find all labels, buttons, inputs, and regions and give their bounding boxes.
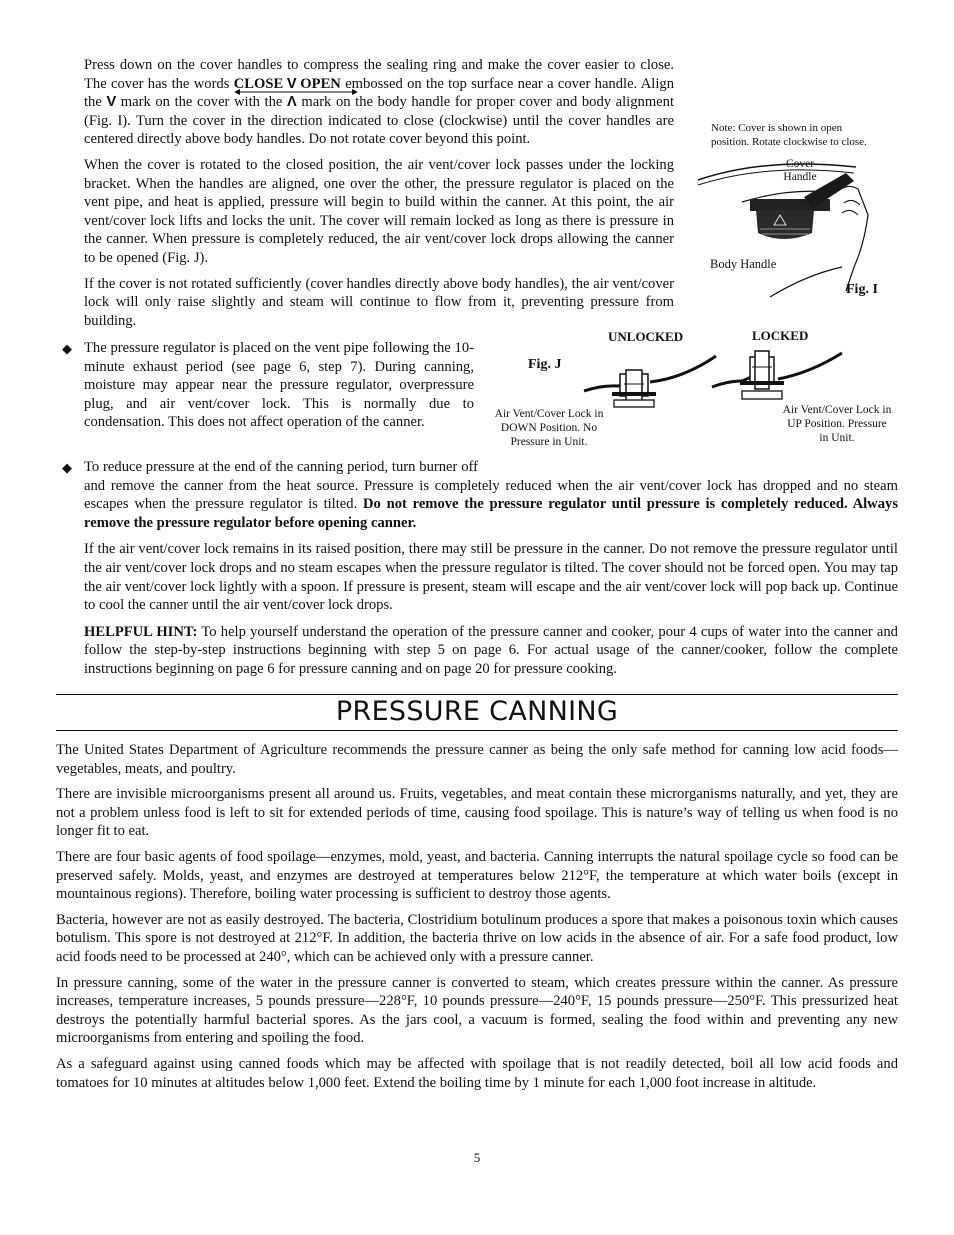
- helpful-hint-paragraph: HELPFUL HINT: To help yourself understand the operation of the pressure canner and cooker, pour 4 cups of water into the canner and follow the step-by-step instructions beginning with step 5 on page 6. For actual usage of the canner/cooker, follow the complete instructions beginning on page 6 for pressure canning and on page 20 for pressure cooking.: [84, 623, 898, 677]
- pressure-canning-body: [56, 741, 898, 1092]
- intro-paragraph-1: Press down on the cover handles to compress the sealing ring and make the cover easier to close. The cover has the words CLOSE V OPEN embossed on the top surface near a cover handle. Align the V mark on the cover with the Λ mark on the body handle for proper cover and body alignment (Fig. I). Turn the cover in the direction indicated to close (clockwise) until the cover handles are centered directly above body handles. Do not rotate cover beyond this point.: [84, 57, 674, 148]
- intro-paragraph-2: When the cover is rotated to the closed position, the air vent/cover lock passes under the locking bracket. When the handles are aligned, one over the other, the pressure regulator is placed on the vent pipe, and heat is applied, pressure will begin to build within the canner. At this point, the air vent/cover lock lifts and locks the unit. The cover will remain locked as long as there is pressure in the canner. When pressure is completely reduced, the air vent/cover lock drops allowing the canner to be opened (Fig. J).: [84, 156, 674, 266]
- canning-paragraph-6: As a safeguard against using canned foods which may be affected with spoilage that is not readily detected, boil all low acid foods and tomatoes for 10 minutes at altitudes below 1,000 feet. Extend the boiling time by 1 minute for each 1,000 foot increase in altitude.: [56, 1055, 898, 1091]
- fig-j-unlocked-title: UNLOCKED: [608, 329, 684, 344]
- double-arrow-icon: [234, 88, 358, 96]
- fig-j-locked-caption: Air Vent/Cover Lock in UP Position. Pressure in Unit.: [782, 404, 892, 444]
- raised-lock-paragraph: If the air vent/cover lock remains in its raised position, there may still be pressure in the canner. Do not remove the pressure regulator until the air vent/cover lock drops and no steam escapes when the pressure regulator is tilted. The cover should not be forced open. You may tap the air vent/cover lock lightly with a spoon. If pressure is present, steam will escape and the air vent/cover lock will pop back up. Continue to cool the canner until the air vent/cover lock drops.: [84, 541, 898, 614]
- close-open-marking: CLOSE V OPEN: [234, 75, 341, 94]
- fig-j-locked-illustration: [710, 345, 850, 405]
- intro-paragraph-3: If the cover is not rotated sufficiently (cover handles directly above body handles), the air vent/cover lock will only raise slightly and steam will continue to flow from it, preventing pressure from building.: [84, 275, 674, 329]
- page-number: 5: [473, 1150, 481, 1165]
- fig-i-note: Note: Cover is shown in open position. Rotate clockwise to close.: [711, 122, 867, 148]
- fig-j-unlocked-illustration: [584, 350, 724, 420]
- canning-paragraph-5: In pressure canning, some of the water in the pressure canner is converted to steam, which creates pressure within the canner. As pressure increases, temperature increases, 5 pounds pressure—228°F, 10 pounds pressure—240°F, 15 pounds pressure—250°F. This pressurized heat destroys the potentially harmful bacterial spores. As the jars cool, a vacuum is formed, sealing the food within and preventing any new microorganisms from entering and spoiling the food.: [56, 974, 898, 1047]
- canning-paragraph-2: There are invisible microorganisms present all around us. Fruits, vegetables, and meat contain these microrganisms naturally, and yet, they are not a problem unless food is left to sit for extended periods of time, causing food spoilage. This is nature’s way of telling us when food is no longer fit to eat.: [56, 786, 898, 840]
- section-title: PRESSURE CANNING: [335, 696, 619, 727]
- section-bottom-rule: [56, 730, 898, 731]
- bullet-1-text: The pressure regulator is placed on the vent pipe following the 10-minute exhaust period (see page 6, step 7). During canning, moisture may appear near the pressure regulator, overpressure plug, and air vent/cover lock. This is normally due to condensation. This does not affect operation of the canner.: [84, 340, 474, 431]
- canning-paragraph-4: Bacteria, however are not as easily destroyed. The bacteria, Clostridium botulinum produces a spore that makes a poisonous toxin which causes botulism. This spore is not destroyed at 212°F. In addition, the bacteria thrive on low acids in the absence of air. For a safe food product, low acid foods need to be processed at 240°, which can be achieved only with a pressure canner.: [56, 911, 898, 965]
- fig-j-label: Fig. J: [528, 357, 562, 372]
- bullet-2-text: To reduce pressure at the end of the canning period, turn burner off and remove the canner from the heat source. Pressure is completely reduced when the air vent/cover lock has dropped and no steam escapes when the pressure regulator is tilted. Do not remove the pressure regulator until pressure is completely reduced. Always remove the pressure regulator before opening canner.: [84, 459, 898, 531]
- fig-i-body-handle-label: Body Handle: [710, 257, 777, 271]
- fig-j-unlocked-caption: Air Vent/Cover Lock in DOWN Position. No Pressure in Unit.: [494, 408, 604, 448]
- fig-i-label: Fig. I: [846, 282, 878, 297]
- bullet-2-icon: ◆: [62, 460, 72, 475]
- canning-paragraph-3: There are four basic agents of food spoilage—enzymes, mold, yeast, and bacteria. Canning interrupts the natural spoilage cycle so food can be preserved safely. Molds, yeast, and enzymes are destroyed at temperatures below 212°F, the temperature at which water boils (except in mountainous regions). Therefore, boiling water processing is sufficient to destroy those agents.: [56, 848, 898, 903]
- fig-j-float-spacer: [478, 458, 898, 476]
- fig-i-cover-handle-label: Cover Handle: [783, 158, 817, 183]
- canning-paragraph-1: The United States Department of Agriculture recommends the pressure canner as being the only safe method for canning low acid foods—vegetables, meats, and poultry.: [56, 742, 898, 777]
- fig-j-locked-title: LOCKED: [752, 328, 809, 343]
- lower-instructions: [84, 458, 898, 679]
- bullet-1-icon: ◆: [62, 341, 72, 356]
